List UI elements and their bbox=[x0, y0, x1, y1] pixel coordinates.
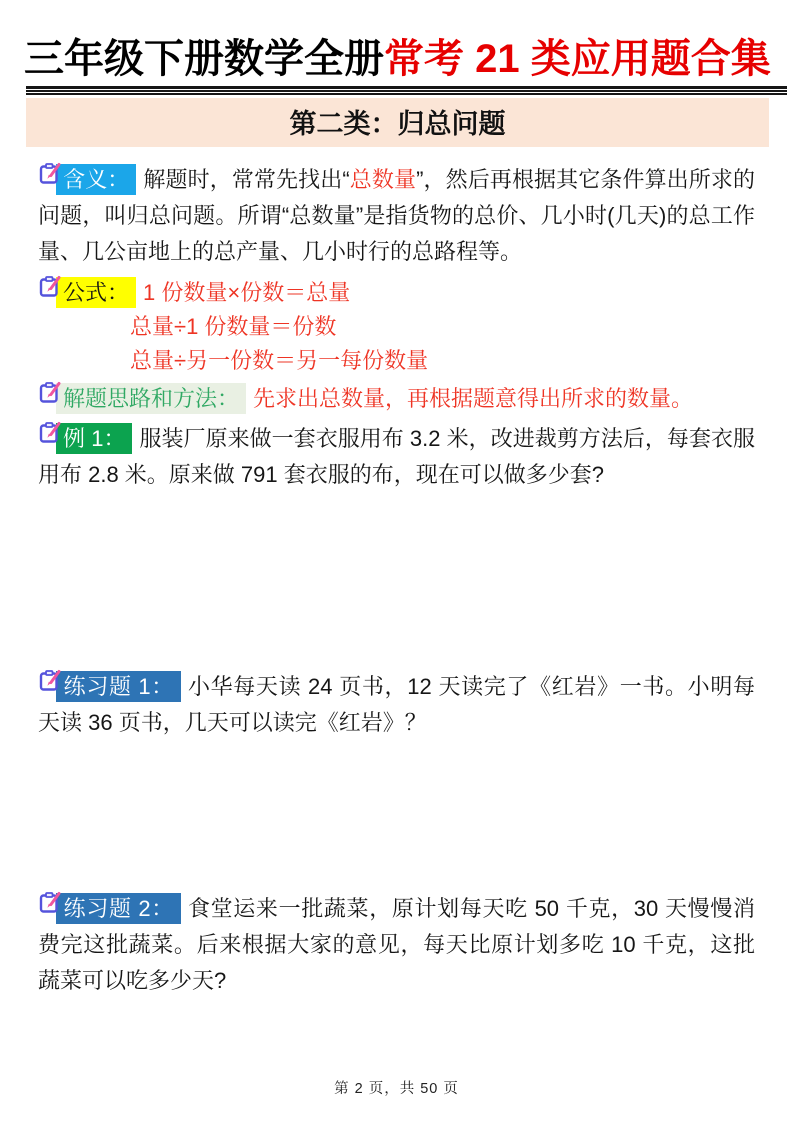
note-icon bbox=[38, 421, 62, 445]
practice-1-text: 小华每天读 24 页书，12 天读完了《红岩》一书。小明每天读 36 页书，几天可以读完《红岩》？ bbox=[38, 674, 755, 735]
note-icon bbox=[38, 162, 62, 186]
formula-line-2: 总量÷1 份数量＝份数 bbox=[130, 314, 337, 339]
page-title bbox=[24, 36, 769, 82]
note-icon bbox=[38, 669, 62, 693]
meaning-label: 含义： bbox=[56, 164, 136, 195]
practice-2-label: 练习题 2： bbox=[56, 893, 181, 924]
meaning-red-term: 总数量 bbox=[349, 167, 417, 192]
note-icon bbox=[38, 381, 62, 405]
page-title-red: 常考 21 类应用题合集 bbox=[384, 37, 771, 81]
formula-label: 公式： bbox=[56, 277, 136, 308]
section-example-1 bbox=[38, 421, 755, 493]
page-content bbox=[0, 147, 793, 999]
meaning-text-after: ”，然后再根据其它条件算出所求的问题，叫归总问题。所谓“总数量”是指货物的总价、几小时(几天)的总工作量、几公亩地上的总产量、几小时行的总路程等。 bbox=[38, 167, 755, 264]
example-1-text: 服装厂原来做一套衣服用布 3.2 米，改进裁剪方法后，每套衣服用布 2.8 米。原来做 791 套衣服的布，现在可以做多少套? bbox=[38, 426, 755, 487]
example-1-label: 例 1： bbox=[56, 423, 132, 454]
note-icon bbox=[38, 891, 62, 915]
section-formula bbox=[38, 276, 755, 378]
section-practice-1 bbox=[38, 669, 755, 741]
formula-line-1: 1 份数量×份数＝总量 bbox=[143, 280, 351, 305]
formula-line-1-row bbox=[38, 276, 755, 310]
formula-line-3: 总量÷另一份数＝另一每份数量 bbox=[130, 348, 429, 373]
section-meaning bbox=[38, 162, 755, 270]
page-title-black: 三年级下册数学全册 bbox=[24, 37, 384, 81]
practice-2-text: 食堂运来一批蔬菜，原计划每天吃 50 千克，30 天慢慢消费完这批蔬菜。后来根据大家的意见，每天比原计划多吃 10 千克，这批蔬菜可以吃多少天? bbox=[38, 896, 755, 993]
section-banner: 第二类：归总问题 bbox=[26, 98, 769, 147]
practice-1-label: 练习题 1： bbox=[56, 671, 181, 702]
section-method bbox=[38, 381, 755, 417]
meaning-text-before: 解题时，常常先找出“ bbox=[143, 167, 350, 192]
note-icon bbox=[38, 275, 62, 299]
method-label: 解题思路和方法： bbox=[56, 383, 246, 414]
section-practice-2 bbox=[38, 891, 755, 999]
page-number-indicator: 第 2 页，共 50 页 bbox=[334, 1081, 459, 1097]
title-divider bbox=[26, 86, 787, 95]
method-text: 先求出总数量，再根据题意得出所求的数量。 bbox=[253, 386, 694, 411]
